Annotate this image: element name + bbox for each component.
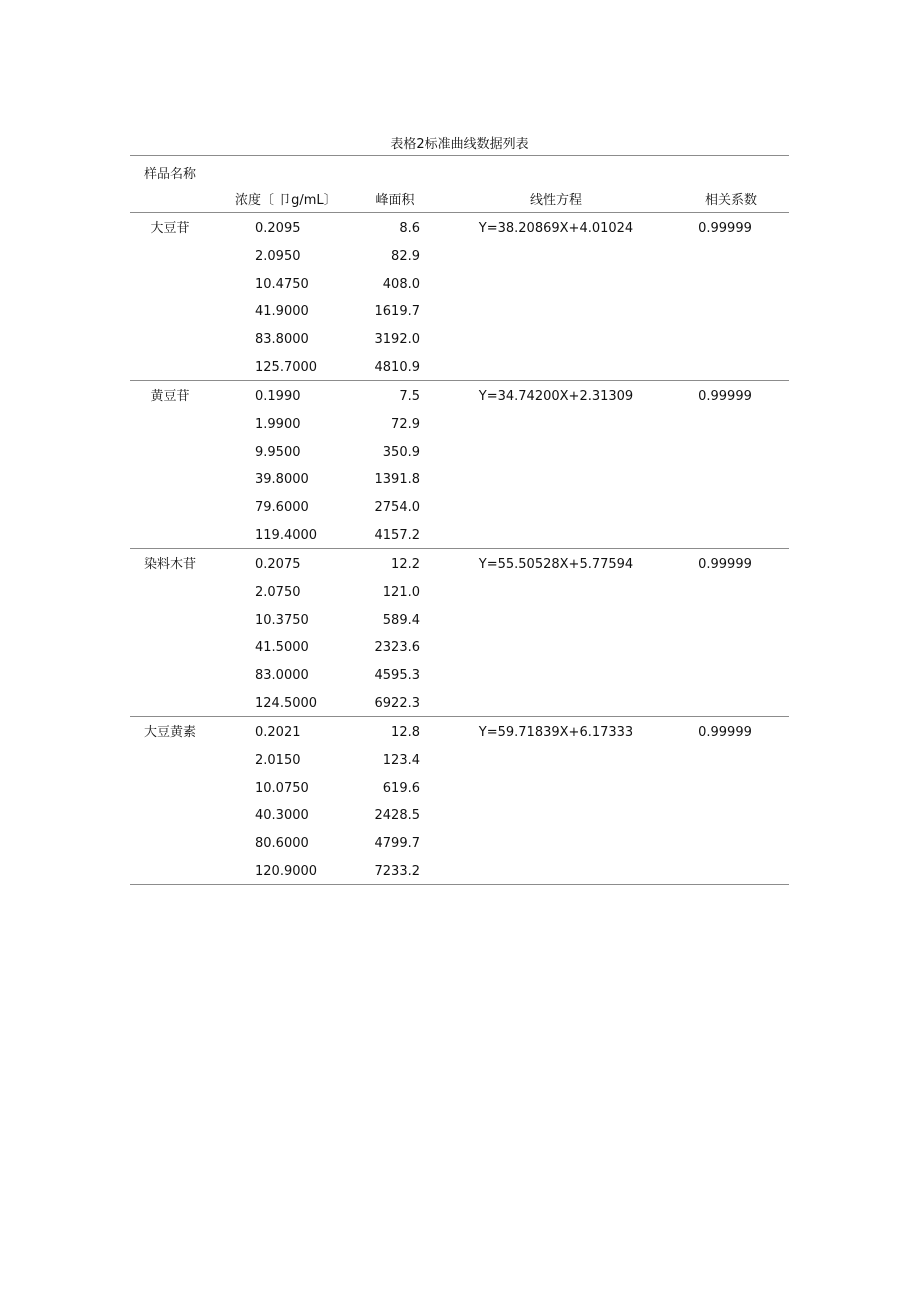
peak-area-value: 82.9 (391, 249, 420, 264)
linear-equation: Y=38.20869X+4.01024 (478, 221, 634, 236)
peak-area-value: 123.4 (382, 753, 420, 768)
concentration-value: 10.3750 (255, 613, 309, 628)
sample-name: 大豆苷 (150, 221, 190, 236)
correlation-coefficient: 0.99999 (698, 557, 752, 572)
table-bottom-rule (130, 884, 789, 885)
peak-area-value: 121.0 (382, 585, 420, 600)
peak-area-value: 2754.0 (374, 500, 420, 515)
concentration-value: 83.0000 (255, 668, 309, 683)
concentration-value: 0.1990 (255, 389, 301, 404)
concentration-value: 41.9000 (255, 304, 309, 319)
group-divider (130, 716, 789, 717)
table-top-rule (130, 155, 789, 156)
group-divider (130, 380, 789, 381)
concentration-value: 124.5000 (255, 696, 318, 711)
linear-equation: Y=55.50528X+5.77594 (478, 557, 634, 572)
linear-equation: Y=34.74200X+2.31309 (478, 389, 634, 404)
peak-area-value: 7233.2 (374, 864, 420, 879)
peak-area-value: 1619.7 (374, 304, 420, 319)
peak-area-value: 4157.2 (374, 528, 420, 543)
peak-area-value: 8.6 (399, 221, 420, 236)
peak-area-value: 3192.0 (374, 332, 420, 347)
concentration-value: 10.4750 (255, 277, 309, 292)
peak-area-value: 72.9 (391, 417, 420, 432)
sample-name: 大豆黄素 (143, 725, 196, 740)
group-divider (130, 548, 789, 549)
concentration-value: 119.4000 (255, 528, 318, 543)
concentration-value: 83.8000 (255, 332, 309, 347)
concentration-value: 79.6000 (255, 500, 309, 515)
peak-area-value: 4595.3 (374, 668, 420, 683)
concentration-value: 80.6000 (255, 836, 309, 851)
header-correlation: 相关系数 (704, 193, 757, 208)
concentration-value: 10.0750 (255, 781, 309, 796)
sample-name: 染料木苷 (143, 557, 196, 572)
table-caption: 表格2标准曲线数据列表 (390, 137, 529, 152)
sample-name: 黄豆苷 (150, 389, 190, 404)
concentration-value: 120.9000 (255, 864, 318, 879)
concentration-value: 125.7000 (255, 360, 318, 375)
header-linear-equation: 线性方程 (529, 193, 582, 208)
concentration-value: 9.9500 (255, 445, 301, 460)
concentration-value: 1.9900 (255, 417, 301, 432)
header-bottom-rule (130, 212, 789, 213)
header-concentration: 浓度〔 卩g/mL〕 (235, 193, 337, 208)
concentration-value: 0.2095 (255, 221, 301, 236)
peak-area-value: 12.2 (391, 557, 420, 572)
concentration-value: 2.0750 (255, 585, 301, 600)
concentration-value: 39.8000 (255, 472, 309, 487)
linear-equation: Y=59.71839X+6.17333 (478, 725, 634, 740)
peak-area-value: 2323.6 (374, 640, 420, 655)
peak-area-value: 619.6 (382, 781, 420, 796)
peak-area-value: 408.0 (382, 277, 420, 292)
peak-area-value: 6922.3 (374, 696, 420, 711)
correlation-coefficient: 0.99999 (698, 221, 752, 236)
peak-area-value: 350.9 (382, 445, 420, 460)
peak-area-value: 1391.8 (374, 472, 420, 487)
peak-area-value: 7.5 (399, 389, 420, 404)
header-sample-name: 样品名称 (143, 167, 196, 182)
peak-area-value: 4799.7 (374, 836, 420, 851)
peak-area-value: 2428.5 (374, 808, 420, 823)
peak-area-value: 589.4 (382, 613, 420, 628)
peak-area-value: 12.8 (391, 725, 420, 740)
concentration-value: 41.5000 (255, 640, 309, 655)
concentration-value: 40.3000 (255, 808, 309, 823)
concentration-value: 0.2075 (255, 557, 301, 572)
header-peak-area: 峰面积 (375, 193, 415, 208)
concentration-value: 2.0150 (255, 753, 301, 768)
concentration-value: 0.2021 (255, 725, 301, 740)
concentration-value: 2.0950 (255, 249, 301, 264)
correlation-coefficient: 0.99999 (698, 389, 752, 404)
correlation-coefficient: 0.99999 (698, 725, 752, 740)
peak-area-value: 4810.9 (374, 360, 420, 375)
